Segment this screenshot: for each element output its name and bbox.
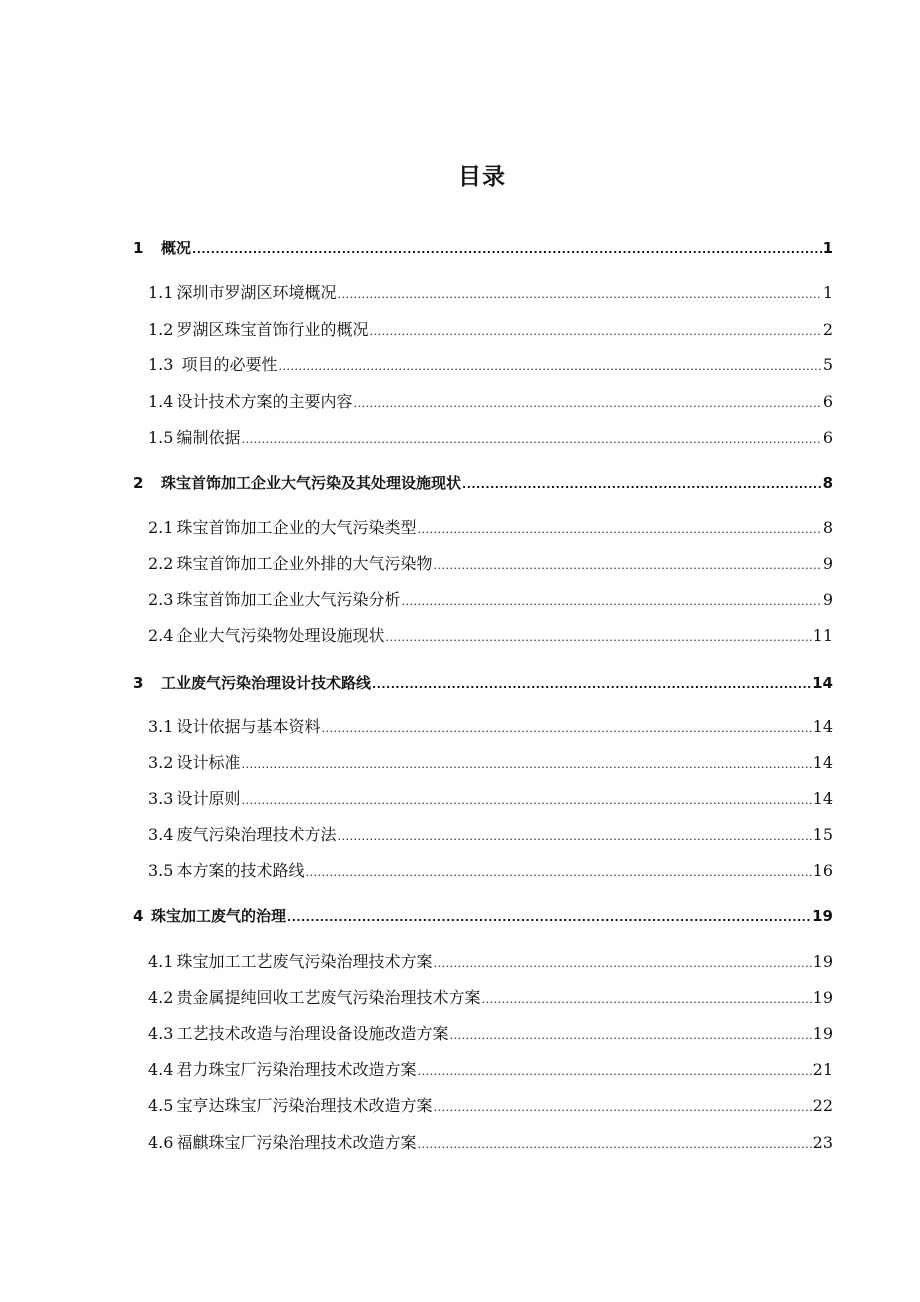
toc-page-number: 19 — [812, 907, 833, 925]
toc-leader-dots — [287, 907, 811, 929]
toc-entry-number: 1.2 — [148, 320, 174, 339]
toc-entry-label — [148, 788, 240, 810]
toc-entry-label — [148, 860, 304, 882]
toc-entry-number: 3.2 — [148, 753, 174, 772]
toc-entry-number: 3.3 — [148, 789, 174, 808]
toc-entry-label — [148, 987, 480, 1009]
toc-page-number: 14 — [812, 753, 833, 772]
toc-entry-number: 4 — [133, 907, 144, 925]
toc-section-entry[interactable] — [148, 951, 833, 973]
toc-entry-number: 1.4 — [148, 392, 174, 411]
toc-page-number: 8 — [822, 518, 833, 537]
toc-entry-number: 4.5 — [148, 1096, 174, 1115]
toc-entry-label — [148, 752, 240, 774]
toc-section-entry[interactable] — [148, 860, 833, 882]
toc-leader-dots — [241, 754, 811, 776]
toc-leader-dots — [433, 1097, 811, 1119]
toc-entry-number: 4.1 — [148, 952, 174, 971]
toc-entry-number: 1.5 — [148, 428, 174, 447]
toc-entry-label — [133, 237, 191, 259]
toc-leader-dots — [337, 284, 821, 306]
toc-page-number: 19 — [812, 952, 833, 971]
toc-entry-number: 4.6 — [148, 1133, 174, 1152]
toc-leader-dots — [385, 627, 811, 649]
toc-chapter-entry[interactable] — [133, 237, 833, 259]
toc-entry-number: 4.2 — [148, 988, 174, 1007]
toc-leader-dots — [417, 1061, 811, 1083]
toc-page-number: 16 — [812, 861, 833, 880]
toc-page-number: 6 — [822, 392, 833, 411]
toc-leader-dots — [433, 953, 811, 975]
toc-section-entry[interactable] — [148, 517, 833, 539]
toc-entry-title: 珠宝加工废气的治理 — [151, 907, 287, 925]
toc-page-number: 11 — [812, 626, 833, 645]
toc-entry-title: 项目的必要性 — [176, 355, 278, 374]
toc-entry-label — [148, 951, 432, 973]
toc-section-entry[interactable] — [148, 752, 833, 774]
toc-section-entry[interactable] — [148, 1059, 833, 1081]
toc-entry-title: 宝亨达珠宝厂污染治理技术改造方案 — [176, 1096, 433, 1115]
toc-entry-title: 深圳市罗湖区环境概况 — [176, 283, 337, 302]
toc-entry-label — [148, 1132, 416, 1154]
toc-entry-title: 设计技术方案的主要内容 — [176, 392, 353, 411]
toc-page-number: 14 — [812, 674, 833, 692]
toc-entry-title: 企业大气污染物处理设施现状 — [176, 626, 385, 645]
toc-page-number: 19 — [812, 1024, 833, 1043]
toc-leader-dots — [417, 1134, 811, 1156]
toc-entry-label — [148, 517, 416, 539]
toc-leader-dots — [192, 239, 822, 261]
toc-entry-title: 贵金属提纯回收工艺废气污染治理技术方案 — [176, 988, 481, 1007]
toc-entry-title: 珠宝加工工艺废气污染治理技术方案 — [176, 952, 433, 971]
toc-entry-label — [148, 553, 432, 575]
toc-section-entry[interactable] — [148, 391, 833, 413]
toc-entry-label — [148, 427, 240, 449]
toc-section-entry[interactable] — [148, 319, 833, 341]
toc-entry-title: 废气污染治理技术方法 — [176, 825, 337, 844]
toc-entry-number: 2.4 — [148, 626, 174, 645]
toc-entry-title: 设计标准 — [176, 753, 241, 772]
toc-chapter-entry[interactable] — [133, 905, 833, 927]
toc-entry-title: 珠宝首饰加工企业外排的大气污染物 — [176, 554, 433, 573]
toc-page-number: 9 — [822, 554, 833, 573]
toc-entry-number: 2.2 — [148, 554, 174, 573]
toc-chapter-entry[interactable] — [133, 472, 833, 494]
toc-entry-title: 本方案的技术路线 — [176, 861, 305, 880]
toc-entry-title: 珠宝首饰加工企业的大气污染类型 — [176, 518, 417, 537]
toc-entry-title: 福麒珠宝厂污染治理技术改造方案 — [176, 1133, 417, 1152]
toc-leader-dots — [449, 1025, 811, 1047]
toc-section-entry[interactable] — [148, 1023, 833, 1045]
toc-page-number: 15 — [812, 825, 833, 844]
toc-entry-number: 3.1 — [148, 717, 174, 736]
toc-entry-number: 3 — [133, 674, 144, 692]
toc-page-number: 9 — [822, 590, 833, 609]
toc-section-entry[interactable] — [148, 625, 833, 647]
toc-leader-dots — [372, 674, 811, 696]
toc-entry-number: 4.3 — [148, 1024, 174, 1043]
toc-section-entry[interactable] — [148, 824, 833, 846]
toc-entry-title: 设计原则 — [176, 789, 241, 808]
toc-entry-label — [148, 1095, 432, 1117]
toc-section-entry[interactable] — [148, 788, 833, 810]
toc-leader-dots — [241, 790, 811, 812]
toc-page-number: 21 — [812, 1060, 833, 1079]
toc-entry-title: 编制依据 — [176, 428, 241, 447]
toc-entry-label — [133, 472, 461, 494]
toc-entry-title: 珠宝首饰加工企业大气污染分析 — [176, 590, 401, 609]
toc-entry-label — [148, 319, 368, 341]
toc-entry-label — [133, 905, 286, 927]
toc-entry-title: 工艺技术改造与治理设备设施改造方案 — [176, 1024, 449, 1043]
toc-title: 目录 — [458, 164, 506, 190]
toc-entry-title: 概况 — [161, 239, 192, 257]
toc-page-number: 1 — [822, 239, 833, 257]
toc-section-entry[interactable] — [148, 987, 833, 1009]
toc-entry-number: 2.1 — [148, 518, 174, 537]
toc-leader-dots — [321, 718, 811, 740]
toc-entry-label — [148, 1059, 416, 1081]
toc-page-number: 14 — [812, 789, 833, 808]
toc-section-entry[interactable] — [148, 553, 833, 575]
toc-page-number: 2 — [822, 320, 833, 339]
toc-page-number: 22 — [812, 1096, 833, 1115]
toc-section-entry[interactable] — [148, 354, 833, 376]
toc-entry-number: 4.4 — [148, 1060, 174, 1079]
toc-section-entry[interactable] — [148, 589, 833, 611]
toc-entry-label — [148, 1023, 448, 1045]
toc-entry-label — [148, 282, 336, 304]
toc-entry-number: 1.1 — [148, 283, 174, 302]
toc-entry-title: 罗湖区珠宝首饰行业的概况 — [176, 320, 369, 339]
toc-entry-label — [148, 354, 278, 376]
toc-entry-label — [148, 625, 384, 647]
toc-entry-number: 2 — [133, 474, 144, 492]
toc-leader-dots — [353, 393, 821, 415]
toc-leader-dots — [481, 989, 811, 1011]
toc-section-entry[interactable] — [148, 427, 833, 449]
toc-page-number: 1 — [822, 283, 833, 302]
toc-entry-title: 珠宝首饰加工企业大气污染及其处理设施现状 — [161, 474, 462, 492]
toc-leader-dots — [417, 519, 821, 541]
toc-entry-number: 1 — [133, 239, 144, 257]
toc-leader-dots — [433, 555, 821, 577]
toc-leader-dots — [462, 474, 822, 496]
toc-entry-label — [148, 716, 320, 738]
toc-section-entry[interactable] — [148, 1095, 833, 1117]
toc-page-number: 5 — [822, 355, 833, 374]
toc-page-number: 8 — [822, 474, 833, 492]
toc-page-number: 14 — [812, 717, 833, 736]
toc-entry-title: 工业废气污染治理设计技术路线 — [161, 674, 372, 692]
toc-entry-label — [148, 824, 336, 846]
toc-page-number: 6 — [822, 428, 833, 447]
toc-page-number: 19 — [812, 988, 833, 1007]
toc-section-entry[interactable] — [148, 282, 833, 304]
toc-entry-number: 2.3 — [148, 590, 174, 609]
toc-section-entry[interactable] — [148, 1132, 833, 1154]
toc-chapter-entry[interactable] — [133, 672, 833, 694]
toc-section-entry[interactable] — [148, 716, 833, 738]
toc-entry-number: 3.5 — [148, 861, 174, 880]
toc-entry-title: 设计依据与基本资料 — [176, 717, 321, 736]
toc-entry-label — [148, 391, 352, 413]
toc-leader-dots — [337, 826, 811, 848]
toc-leader-dots — [241, 429, 821, 451]
toc-leader-dots — [401, 591, 821, 613]
toc-entry-label — [148, 589, 400, 611]
toc-entry-number: 1.3 — [148, 355, 174, 374]
toc-leader-dots — [305, 862, 811, 884]
toc-entry-number: 3.4 — [148, 825, 174, 844]
toc-entry-title: 君力珠宝厂污染治理技术改造方案 — [176, 1060, 417, 1079]
toc-page-number: 23 — [812, 1133, 833, 1152]
toc-leader-dots — [279, 356, 822, 378]
toc-leader-dots — [369, 321, 821, 343]
toc-entry-label — [133, 672, 371, 694]
